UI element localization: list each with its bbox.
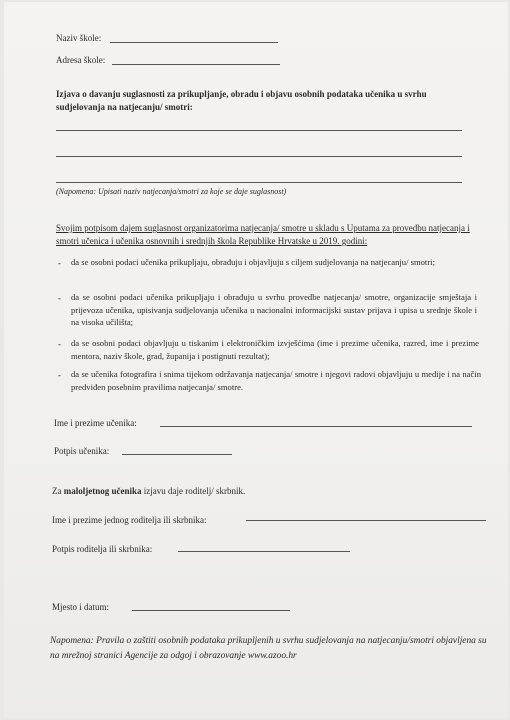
competition-line-2	[56, 156, 462, 157]
bullet-item: da se osobni podaci učenika prikupljaju i obrađuju u svrhu provedbe natjecanja/ smotre, organizacije smještaja i prijevoza učenika, upisivanja sudjelovanja učenika u nacionalni informacijski sustav prijava i upisa u srednje škole i na visoka učilišta;	[71, 292, 477, 327]
competition-line-3	[56, 182, 462, 183]
minor-bold: maloljetnog učenika	[63, 486, 142, 496]
student-name-line	[160, 426, 472, 427]
consent-title: Izjava o davanju suglasnosti za prikupljanje, obradu i objavu osobnih podataka učenika u svrhu sudjelovanja na natjecanju/ smotri:	[56, 89, 427, 112]
place-date-label: Mjesto i datum:	[52, 602, 109, 612]
school-address-label: Adresa škole:	[56, 55, 106, 65]
parent-name-label: Ime i prezime jednog roditelja ili skrbnika:	[52, 515, 207, 525]
bullet-dash: -	[58, 293, 61, 303]
parent-name-line	[246, 520, 486, 521]
bullet-dash: -	[58, 370, 61, 380]
footer-note: Napomena: Pravila o zaštiti osobnih podataka prikupljenih u svrhu sudjelovanja na natjecanju/smotri objavljena su na mrežnoj stranici Agencije za odgoj i obrazovanje www.azoo.hr	[50, 636, 487, 661]
competition-line-1	[56, 130, 462, 131]
place-date-line	[132, 610, 290, 611]
minor-statement: Za maloljetnog učenika izjavu daje roditelj/ skrbnik.	[52, 486, 246, 496]
student-name-label: Ime i prezime učenika:	[54, 418, 137, 428]
parent-signature-label: Potpis roditelja ili skrbnika:	[52, 544, 153, 554]
bullet-item: da se osobni podaci učenika prikupljaju, obrađuju i objavljuju s ciljem sudjelovanja na natjecanju/ smotri;	[71, 257, 435, 267]
bullet-dash: -	[58, 258, 61, 268]
bullet-item: da se učenika fotografira i snima tijekom održavanja natjecanja/ smotre i njegovi radovi objavljuju u medije i na način predviđen posebnim pravilima natjecanja/ smotre.	[71, 369, 481, 392]
parent-signature-line	[178, 551, 350, 552]
intro-paragraph: Svojim potpisom dajem suglasnost organizatorima natjecanja/ smotre u skladu s Uputama za provedbu natjecanja i smotri učenica i učenika osnovnih i srednjih škola Republike Hrvatske u 2019. godini:	[56, 223, 470, 246]
school-name-label: Naziv škole:	[56, 33, 102, 43]
school-address-line	[112, 64, 280, 65]
school-name-line	[110, 42, 278, 43]
bullet-dash: -	[58, 339, 61, 349]
consent-note: (Napomena: Upisati naziv natjecanja/smotri za koje se daje suglasnost)	[56, 187, 287, 196]
document-page	[4, 2, 508, 718]
student-signature-label: Potpis učenika:	[54, 446, 110, 456]
bullet-item: da se osobni podaci objavljuju u tiskanim i elektroničkim izvješćima (ime i prezime učenika, razred, ime i prezime mentora, naziv škole, grad, županija i postignuti rezultat);	[71, 338, 479, 361]
student-signature-line	[122, 454, 232, 455]
